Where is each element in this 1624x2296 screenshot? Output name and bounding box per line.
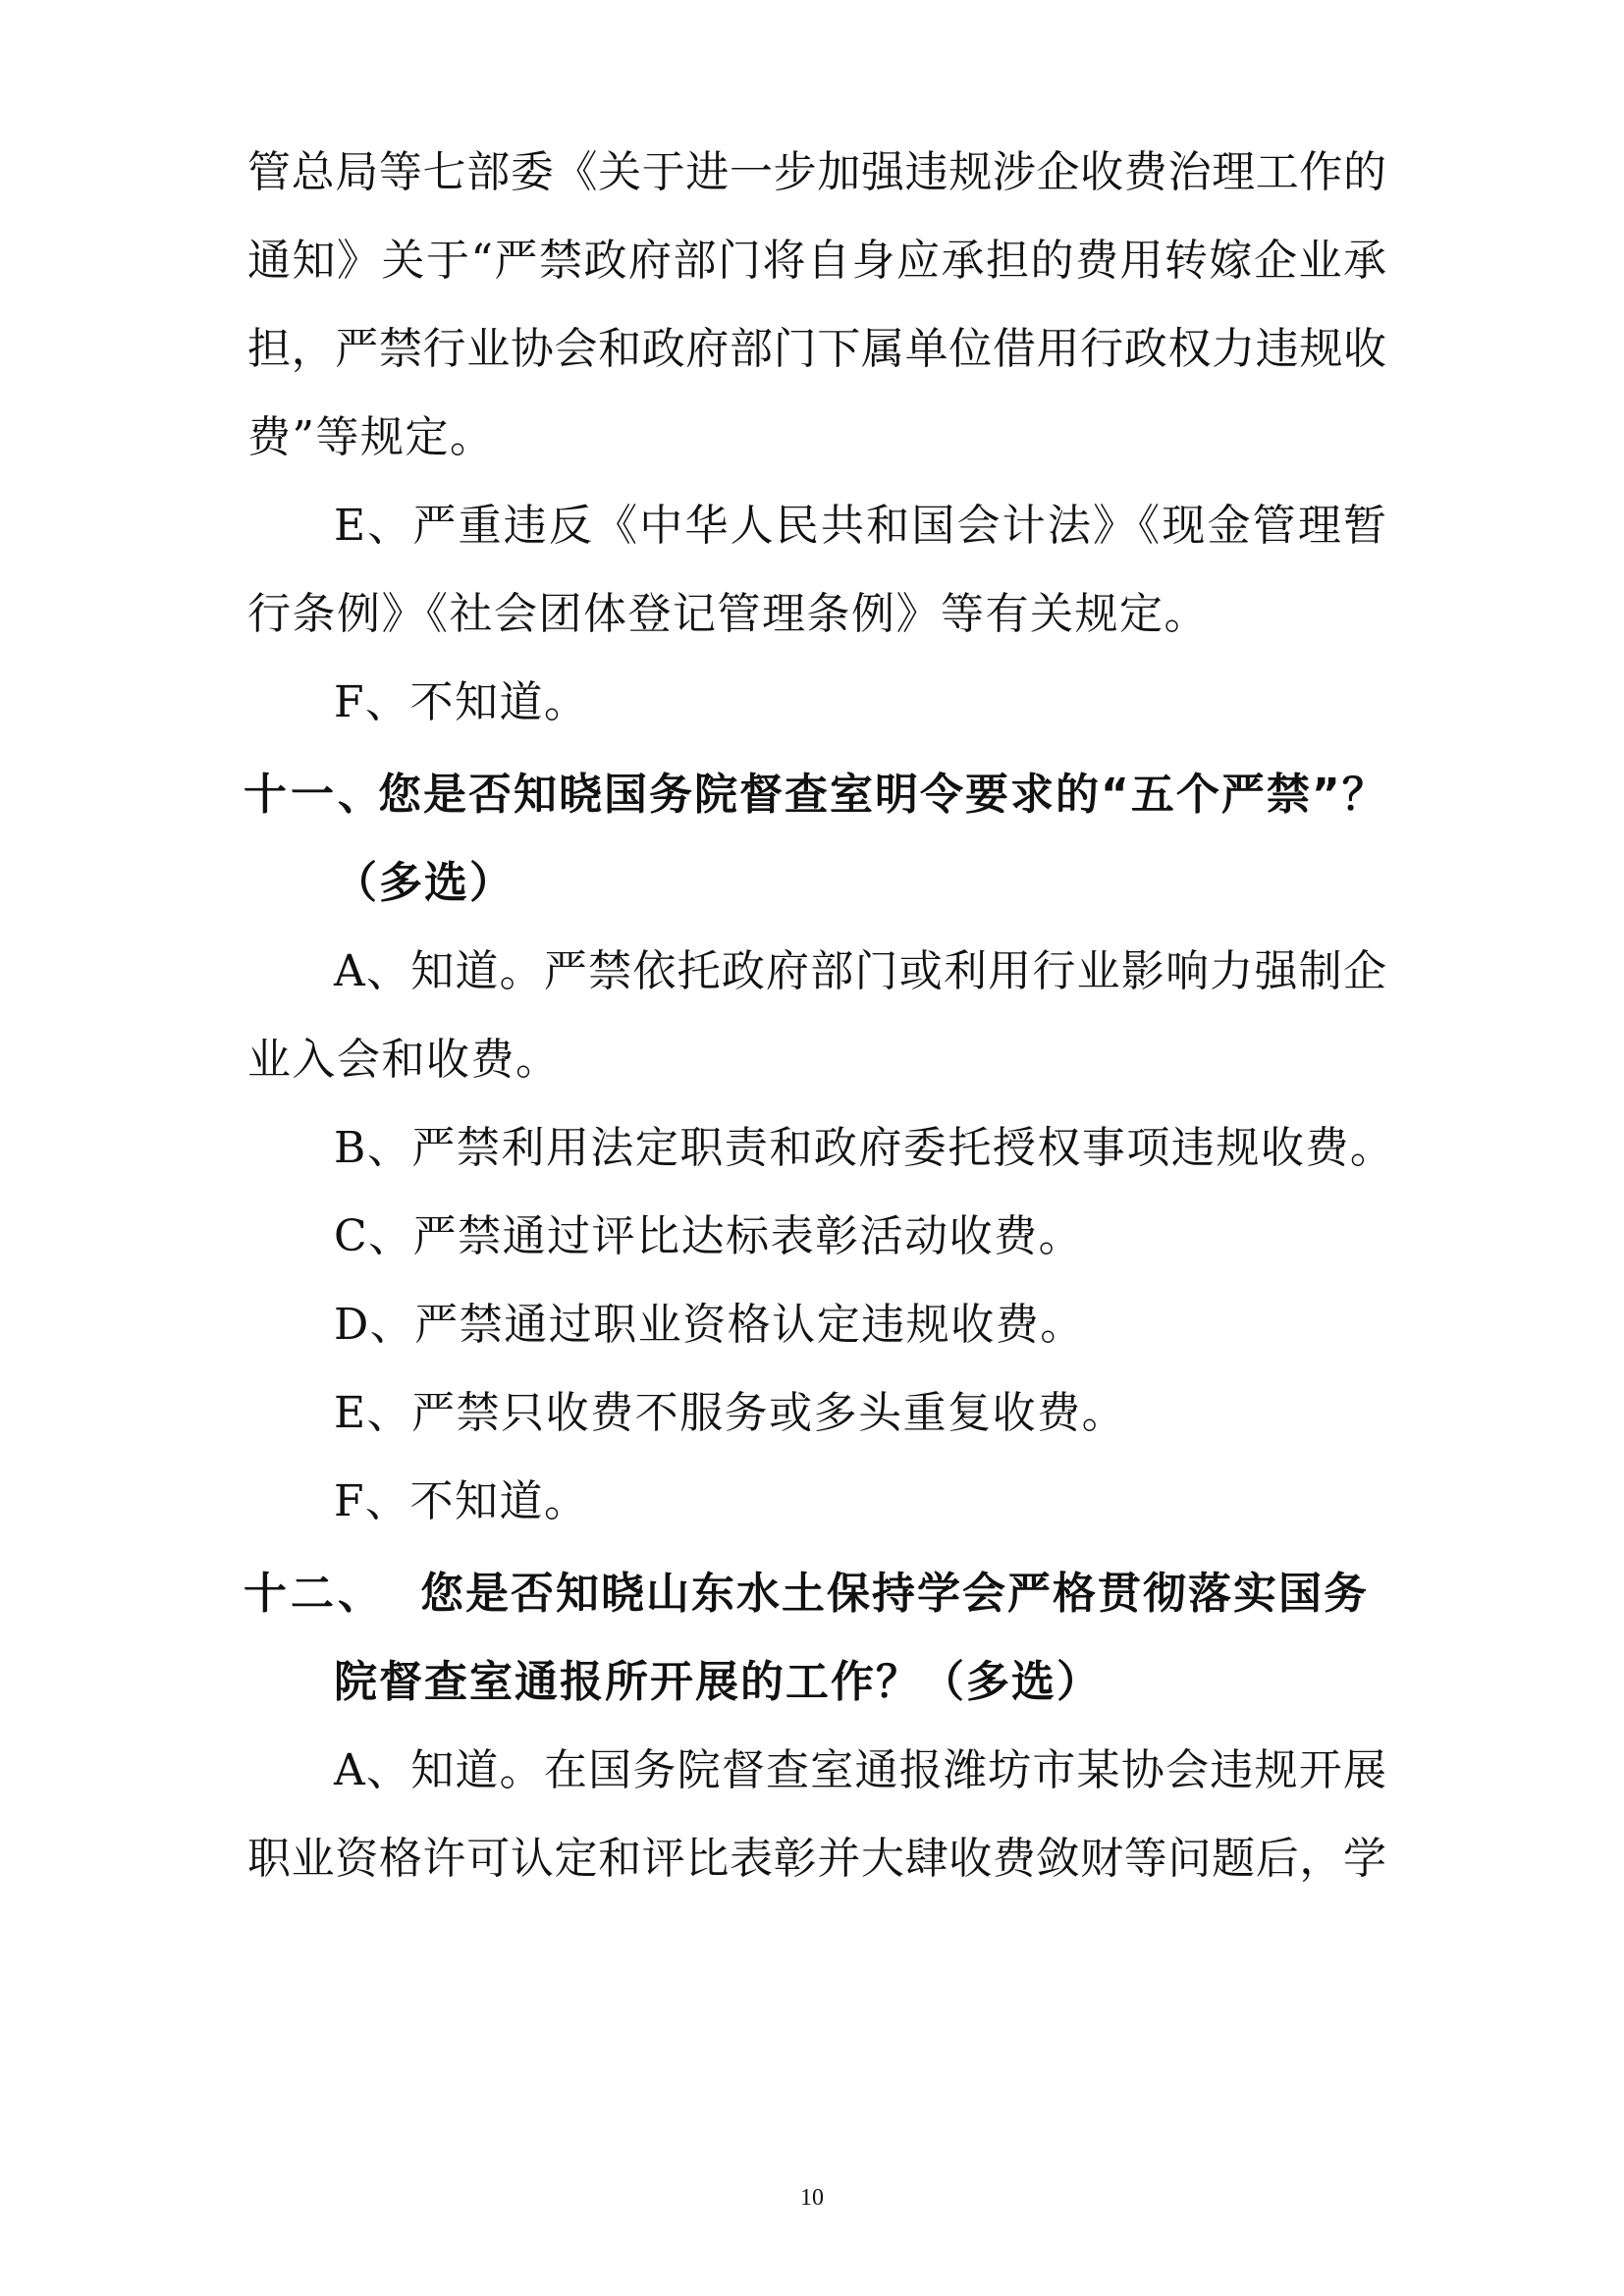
question-11-number: 十一、 — [244, 770, 385, 820]
paragraph-line: 担，严禁行业协会和政府部门下属单位借用行政权力违规收 — [247, 324, 1386, 374]
q11-option-a-line: 业入会和收费。 — [247, 1035, 561, 1085]
paragraph-line: 费”等规定。 — [247, 412, 495, 462]
question-12-text: 您是否知晓山东水土保持学会严格贯彻落实国务 — [420, 1569, 1369, 1619]
q11-option-d: D、严禁通过职业资格认定违规收费。 — [334, 1300, 1085, 1350]
q11-option-c: C、严禁通过评比达标表彰活动收费。 — [334, 1211, 1084, 1261]
paragraph-line: 通知》关于“严禁政府部门将自身应承担的费用转嫁企业承 — [247, 236, 1386, 286]
q11-option-b: B、严禁利用法定职责和政府委托授权事项违规收费。 — [334, 1123, 1395, 1173]
q11-option-e: E、严禁只收费不服务或多头重复收费。 — [334, 1388, 1127, 1438]
page-number: 10 — [800, 2185, 824, 2211]
option-e-line: E、严重违反《中华人民共和国会计法》《现金管理暂 — [334, 501, 1386, 551]
question-11-multi-select-note: （多选） — [334, 858, 514, 908]
q12-option-a-line: A、知道。在国务院督查室通报潍坊市某协会违规开展 — [334, 1745, 1386, 1795]
question-11-text: 您是否知晓国务院督查室明令要求的“五个严禁”？ — [378, 770, 1387, 820]
paragraph-line: 管总局等七部委《关于进一步加强违规涉企收费治理工作的 — [247, 147, 1386, 197]
question-12-number: 十二、 — [244, 1569, 385, 1619]
question-12-text-continued: 院督查室通报所开展的工作？（多选） — [334, 1657, 1102, 1707]
option-f: F、不知道。 — [334, 677, 589, 727]
q11-option-a-line: A、知道。严禁依托政府部门或利用行业影响力强制企 — [334, 946, 1386, 996]
q12-option-a-line: 职业资格许可认定和评比表彰并大肆收费敛财等问题后，学 — [247, 1834, 1386, 1884]
option-e-line: 行条例》《社会团体登记管理条例》等有关规定。 — [247, 589, 1209, 639]
q11-option-f: F、不知道。 — [334, 1476, 589, 1526]
